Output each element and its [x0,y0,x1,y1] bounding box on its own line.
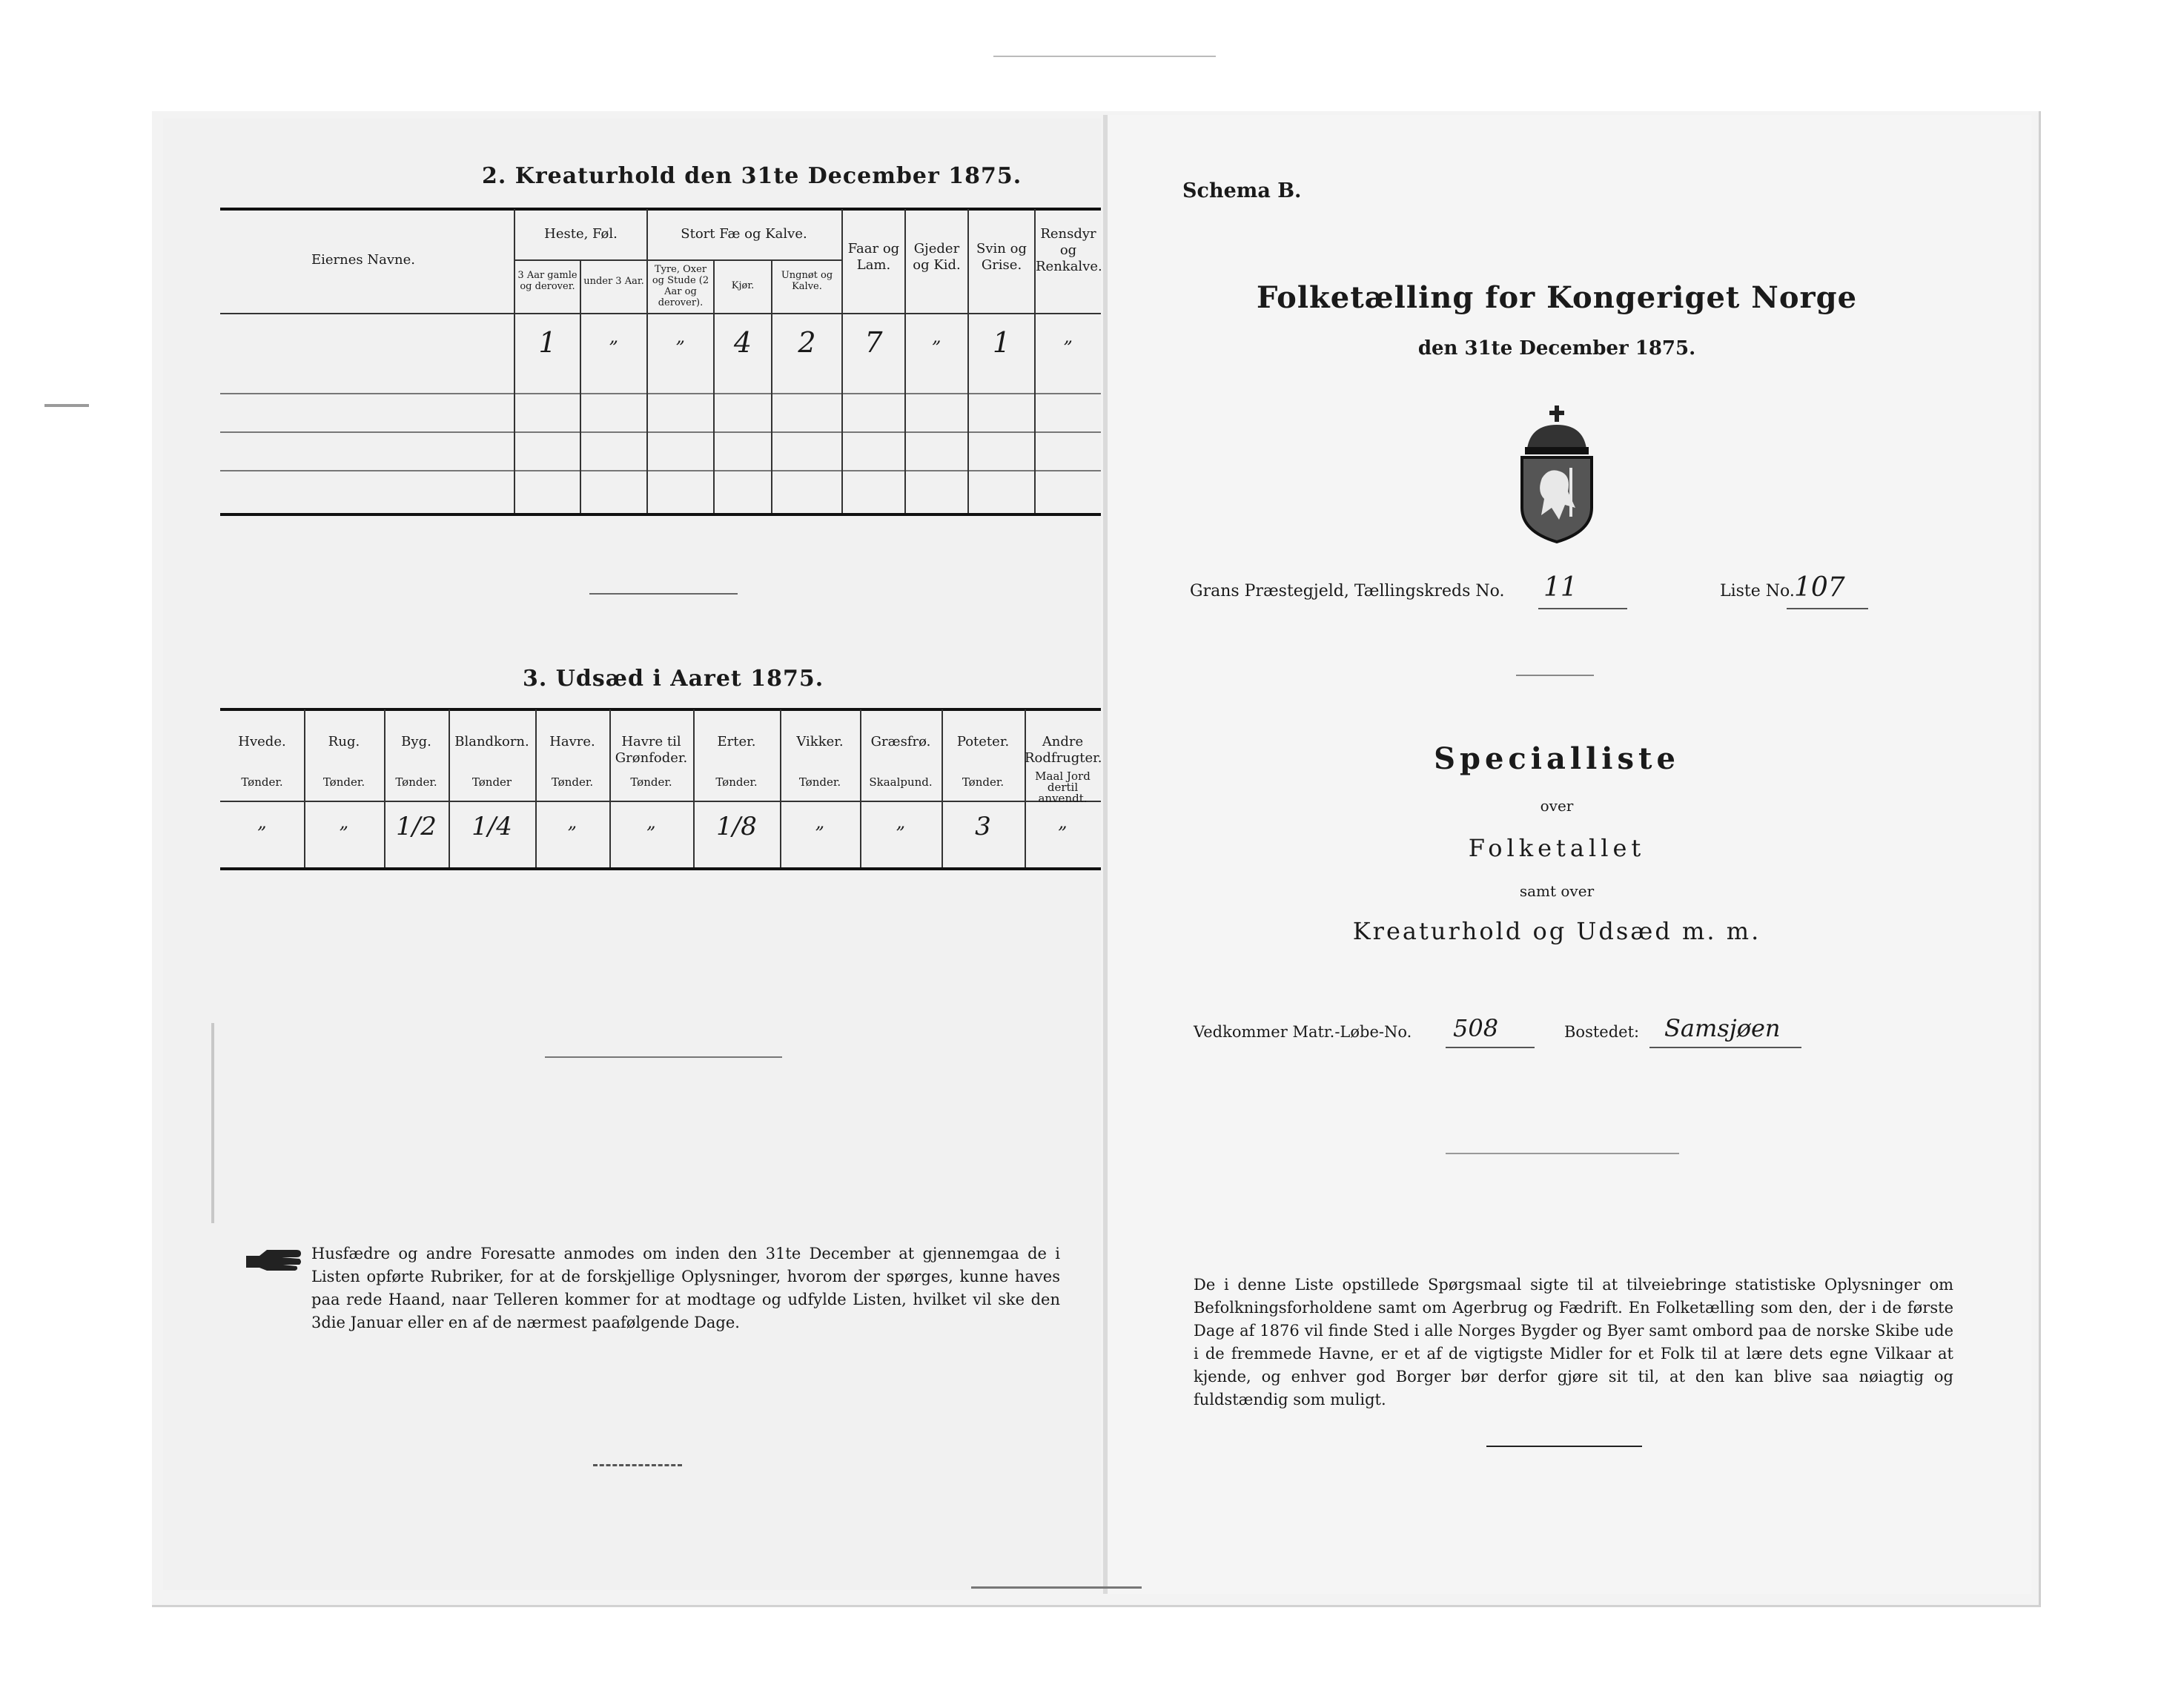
seed-column-divider [304,709,305,867]
seed-value: „ [896,812,906,833]
over-label: over [1540,797,1574,815]
seed-value: „ [567,812,578,833]
seed-unit: Tønder. [630,775,672,789]
bosted-value: Samsjøen [1664,1014,1781,1042]
seed-value: 1/8 [716,812,757,841]
specialliste-title: Specialliste [1434,741,1680,776]
seed-title: 3. Udsæd i Aaret 1875. [523,666,824,692]
schema-label: Schema B. [1182,179,1302,202]
scan-mark [211,1023,214,1223]
seed-column-divider [860,709,861,867]
liste-label: Liste No. [1720,582,1795,600]
seed-header: Rug. [328,734,360,749]
seed-value: 1/4 [471,812,512,841]
val-cows: 4 [733,326,752,359]
seed-header: Byg. [401,734,431,749]
seed-column-divider [941,709,943,867]
bosted-label: Bostedet: [1564,1023,1640,1041]
seed-unit: Skaalpund. [869,775,933,789]
matr-number: 508 [1453,1014,1499,1042]
group-sheep: Faar og Lam. [847,241,900,273]
seed-unit: Tønder [471,775,512,789]
seed-value: „ [339,812,349,833]
seed-value: 1/2 [396,812,437,841]
seed-value: 3 [975,812,991,841]
group-reindeer: Rensdyr og Renkalve. [1036,226,1102,274]
seed-unit: Tønder. [322,775,365,789]
val-sheep: 7 [864,326,883,359]
seed-unit: Tønder. [962,775,1005,789]
norway-coat-of-arms-icon [1516,404,1598,545]
val-pigs: 1 [992,326,1011,359]
seed-header: Vikker. [796,734,844,749]
sub-horse-young: under 3 Aar. [583,276,644,287]
sub-calves: Ungnøt og Kalve. [781,270,833,292]
seed-top-rule [220,708,1101,711]
district-label: Grans Præstegjeld, Tællingskreds No. [1190,582,1505,600]
val-horse-old: 1 [538,326,557,359]
seed-header: Hvede. [238,734,286,749]
seed-value: „ [257,812,267,833]
sub-bulls: Tyre, Oxer og Stude (2 Aar og derover). [652,264,709,308]
seed-unit: Tønder. [798,775,841,789]
seed-unit: Tønder. [241,775,283,789]
val-goats: „ [932,326,941,347]
seed-unit: Tønder. [551,775,594,789]
sub-cows: Kjør. [731,280,755,291]
census-date: den 31te December 1875. [1417,337,1696,360]
val-horse-young: „ [609,326,619,347]
seed-unit: Tønder. [395,775,437,789]
livestock-title: 2. Kreaturhold den 31te December 1875. [482,163,1022,189]
liste-number: 107 [1794,572,1845,603]
scan-mark [44,404,89,407]
district-number: 11 [1543,572,1578,603]
seed-column-divider [535,709,537,867]
census-title: Folketælling for Kongeriget Norge [1256,280,1858,315]
group-cattle: Stort Fæ og Kalve. [681,226,807,242]
seed-header: Andre Rodfrugter. [1025,734,1102,766]
seed-unit: Maal Jord dertil anvendt. [1035,769,1091,805]
seed-column-divider [449,709,450,867]
seed-header: Poteter. [956,734,1010,749]
group-goats: Gjeder og Kid. [913,241,961,273]
seed-column-divider [780,709,781,867]
scan-mark [993,56,1216,57]
seed-value: „ [646,812,656,833]
seed-column-divider [384,709,385,867]
seed-header: Havre til Grønfoder. [615,734,688,766]
sub-horse-old: 3 Aar gamle og derover. [517,270,578,292]
val-calves: 2 [798,326,816,359]
val-reindeer: „ [1063,326,1073,347]
matr-label: Vedkommer Matr.-Løbe-No. [1194,1023,1412,1041]
seed-header: Erter. [717,734,756,749]
val-bulls: „ [675,326,686,347]
seed-header: Græsfrø. [870,734,931,749]
notice-text: Husfædre og andre Foresatte anmodes om inden den 31te December at gjennemgaa de i Listen opførte Rubriker, for at de forskjellige Oplysninger, hvorom der spørges, kunne haves paa rede Haand, naar Telleren kommer for at modtage og udfylde Listen, hvilket vil ske den 3die Januar eller en af de nærmest paafølgende Dage. [311,1245,1060,1331]
divider [589,593,738,595]
seed-value: „ [815,812,825,833]
seed-header: Blandkorn. [454,734,529,749]
census-purpose-text: De i denne Liste opstillede Spørgsmaal sigte til at tilveiebringe statistiske Oplysninger om Befolkningsforholdene samt om Agerbrug og Fædrift. En Folketælling som den, der i de første Dage af 1876 vil finde Sted i alle Norges Bygder og Byer samt ombord paa de norske Skibe ude i de fremmede Havne, er et af de vigtigste Midler for et Folk til at lære dets egne Vilkaar at kjende, og enhver god Borger bør derfor gjøre sit til, at den kan blive saa nøiagtig og fuldstændig som muligt. [1194,1276,1953,1409]
scan-mark [971,1586,1142,1589]
seed-header: Havre. [549,734,595,749]
seed-column-divider [609,709,611,867]
kreaturhold-label: Kreaturhold og Udsæd m. m. [1352,917,1761,945]
group-horses: Heste, Føl. [544,226,618,242]
owner-header: Eiernes Navne. [311,252,415,268]
folketallet-label: Folketallet [1468,834,1646,862]
group-pigs: Svin og Grise. [976,241,1027,273]
pointing-hand-icon [245,1245,304,1275]
samt-over-label: samt over [1519,882,1595,900]
seed-column-divider [693,709,695,867]
seed-unit: Tønder. [715,775,758,789]
seed-value: „ [1058,812,1068,833]
page-fold [1103,115,1108,1594]
